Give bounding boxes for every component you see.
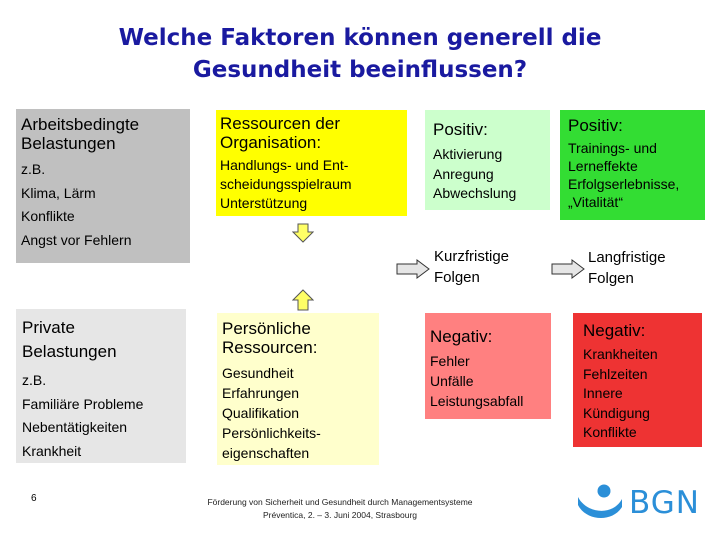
negative-long-heading: Negativ: [583, 321, 646, 340]
personal-resources-item: Gesundheit [222, 365, 294, 381]
footer-text [190, 496, 490, 522]
org-resources-heading-1: Ressourcen der [220, 114, 341, 133]
right-arrow-icon [396, 259, 430, 279]
positive-long-item: „Vitalität“ [568, 194, 623, 210]
org-resources-item: Unterstützung [220, 195, 308, 211]
private-burden-heading-1: Private [22, 318, 75, 337]
positive-long-item: Trainings- und [568, 140, 657, 156]
positive-long-item: Erfolgserlebnisse, [568, 176, 680, 192]
work-burden-item: Angst vor Fehlern [21, 231, 132, 248]
positive-long-heading: Positiv: [568, 116, 623, 135]
negative-long-item: Kündigung [583, 404, 650, 421]
work-burden-item: Klima, Lärm [21, 184, 96, 201]
private-burden-item: Familiäre Probleme [22, 395, 144, 412]
footer-line-1: Förderung von Sicherheit und Gesundheit durch Managementsysteme [207, 497, 473, 507]
positive-short-item: Abwechslung [433, 185, 517, 201]
work-burden-heading-1: Arbeitsbedingte [21, 115, 140, 134]
org-resources-item: Handlungs- und Ent- [220, 157, 349, 173]
short-term-line-2: Folgen [434, 269, 480, 286]
org-resources-item: scheidungsspielraum [220, 176, 352, 192]
bgn-logo-icon [576, 483, 624, 523]
positive-short-heading: Positiv: [433, 120, 488, 139]
short-term-line-1: Kurzfristige [434, 248, 510, 265]
personal-resources-heading-2: Ressourcen: [222, 338, 318, 357]
bgn-logo-text: BGN [629, 485, 700, 521]
private-burden-item: Nebentätigkeiten [22, 419, 128, 435]
negative-short-item: Unfälle [430, 373, 474, 389]
long-term-line-1: Langfristige [588, 249, 666, 266]
down-arrow-icon [292, 223, 314, 243]
negative-long-box [573, 313, 702, 447]
positive-long-item: Lerneffekte [568, 158, 638, 174]
long-term-line-2: Folgen [588, 270, 634, 287]
personal-resources-item: eigenschaften [222, 445, 310, 461]
work-burden-item: z.B. [21, 161, 46, 177]
title-line-2: Gesundheit beeinflussen? [192, 57, 528, 83]
footer-line-2: Préventica, 2. – 3. Juni 2004, Strasbourg [262, 510, 418, 520]
positive-short-item: Anregung [433, 165, 494, 182]
negative-short-item: Fehler [430, 353, 470, 369]
positive-long-box [560, 110, 705, 220]
personal-resources-heading-1: Persönliche [222, 319, 311, 338]
private-burden-heading-2: Belastungen [22, 342, 117, 361]
negative-long-item: Innere [583, 385, 623, 401]
page-number: 6 [31, 493, 37, 504]
up-arrow-icon [292, 289, 314, 311]
personal-resources-item: Qualifikation [222, 405, 300, 421]
slide-title [60, 22, 660, 86]
short-term-label [434, 246, 544, 288]
negative-long-item: Fehlzeiten [583, 365, 648, 382]
positive-short-box [425, 110, 550, 210]
negative-short-box [425, 313, 551, 419]
org-resources-heading-2: Organisation: [220, 133, 322, 152]
private-burden-item: Krankheit [22, 442, 82, 459]
negative-long-item: Konflikte [583, 424, 637, 440]
right-arrow-icon [551, 259, 585, 279]
work-burden-item: Konflikte [21, 208, 75, 224]
bgn-logo [576, 483, 701, 523]
personal-resources-item: Erfahrungen [222, 385, 300, 401]
personal-resources-box [217, 313, 379, 465]
private-burden-item: z.B. [22, 372, 47, 388]
private-burden-box [16, 309, 186, 463]
negative-short-item: Leistungsabfall [430, 393, 524, 409]
work-burden-heading-2: Belastungen [21, 134, 116, 153]
positive-short-item: Aktivierung [433, 146, 503, 162]
long-term-label [588, 247, 708, 289]
title-line-1: Welche Faktoren können generell die [118, 25, 602, 51]
personal-resources-item: Persönlichkeits- [222, 425, 321, 441]
negative-long-item: Krankheiten [583, 346, 658, 362]
work-burden-box [16, 109, 190, 263]
org-resources-box [216, 110, 407, 216]
negative-short-heading: Negativ: [430, 327, 493, 346]
